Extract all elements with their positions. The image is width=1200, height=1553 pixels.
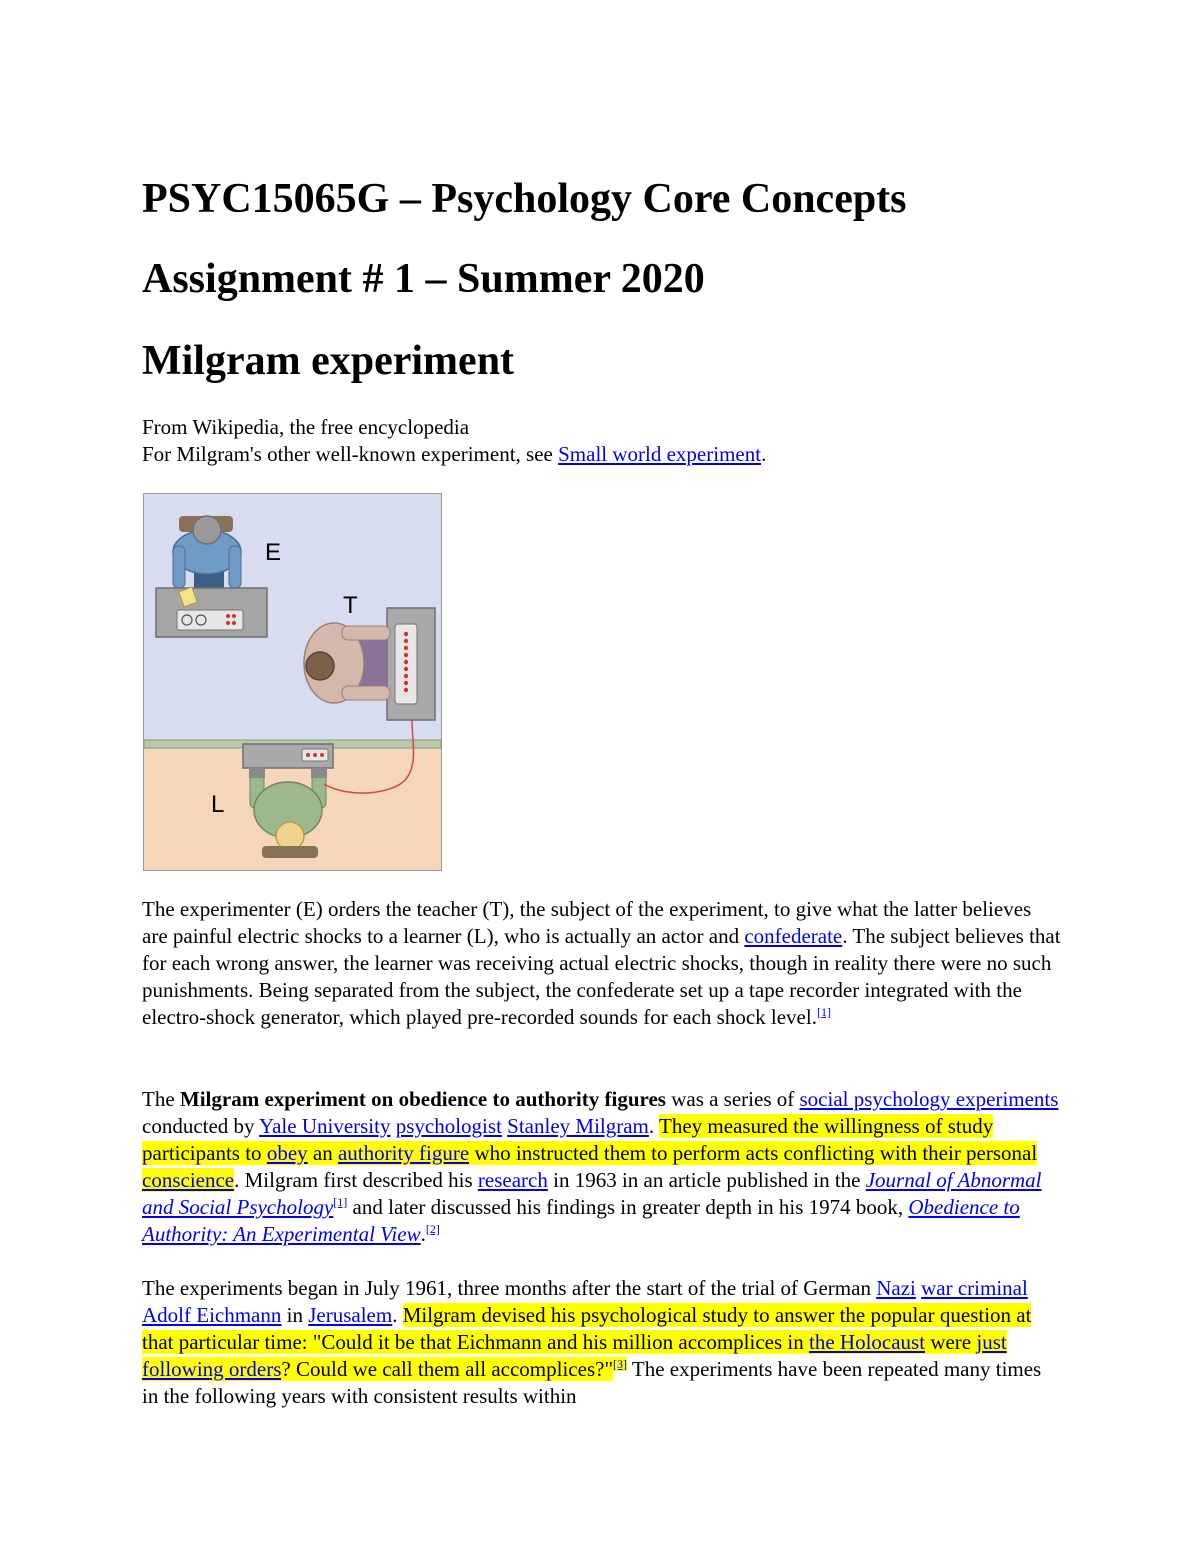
war-criminal-link[interactable]: war criminal [921,1276,1028,1300]
book-title: Obedience to Authority: An Experimental View [142,1195,1020,1246]
para2-text-1: The [142,1087,180,1111]
stanley-milgram-link[interactable]: Stanley Milgram [507,1114,649,1138]
assignment-title: Assignment # 1 – Summer 2020 [142,256,705,302]
para3-text-6: The experiments have been repeated many times in the following years with consistent results within [142,1357,1042,1408]
reference-2-link[interactable]: [2] [425,1222,440,1236]
para2-text-3: conducted by [142,1114,260,1138]
history-paragraph [142,1275,1062,1410]
experimenter-desk [156,587,267,637]
yale-university-link[interactable]: Yale University [259,1114,391,1138]
reference-3[interactable] [613,1357,627,1371]
para2-text-8: in 1963 in an article published in the [547,1168,866,1192]
hatnote-suffix: . [761,442,767,466]
reference-2[interactable] [426,1222,440,1236]
obey-link[interactable]: obey [266,1141,308,1165]
reference-1-link[interactable]: [1] [816,1005,831,1019]
caption-text-2: . The subject believes that for each wrong answer, the learner was receiving actual electric shocks, though in reality there were no such punishments. Being separated from the subject, the confederate set up a tape recorder integrated with the electro-shock generator, which played pre-recorded sounds for each shock level. [142,924,1061,1029]
para2-text-7: . Milgram first described his [234,1168,478,1192]
small-world-experiment-link[interactable]: Small world experiment [558,442,762,466]
experimenter-label: E [265,539,282,566]
para3-text-4: in [281,1303,309,1327]
nazi-link[interactable]: Nazi [876,1276,916,1300]
course-title: PSYC15065G – Psychology Core Concepts [142,176,907,222]
milgram-experiment-illustration [143,493,442,871]
para2-text-9: and later discussed his findings in greater depth in his 1974 book, [347,1195,909,1219]
social-psychology-experiments-link[interactable]: social psychology experiments [799,1087,1059,1111]
para3-text-5: . [392,1303,403,1327]
teacher-figure [304,623,390,703]
intro-paragraph [142,1086,1062,1248]
para2-text-6: . [648,1114,660,1138]
highlight-1a: They measured the willingness of study participants to [142,1114,994,1165]
highlight-1b: an [307,1141,338,1165]
learner-apparatus [243,744,333,768]
hatnote [142,441,1102,468]
highlight-2c: ? Could we call them all accomplices?" [281,1357,614,1381]
reference-1b-link[interactable]: [1] [333,1195,348,1209]
confederate-link[interactable]: confederate [744,924,843,948]
research-link[interactable]: research [477,1168,548,1192]
hatnote-prefix: For Milgram's other well-known experiment, see [142,442,559,466]
source-line: From Wikipedia, the free encyclopedia [142,415,470,439]
caption-text-1: The experimenter (E) orders the teacher (T), the subject of the experiment, to give what the latter believes are painful electric shocks to a learner (L), who is actually an actor and [142,897,1032,948]
experimenter-figure [173,516,241,592]
highlight-1c: who instructed them to perform acts conflicting with their personal [469,1141,1038,1165]
figure-caption [142,896,1062,1031]
following-orders-link[interactable]: just following orders [142,1330,1007,1381]
journal-title: Journal of Abnormal and Social Psychology [142,1168,1042,1219]
para2-text-2: was a series of [665,1087,800,1111]
article-title: Milgram experiment [142,338,515,384]
psychologist-link[interactable]: psychologist [395,1114,502,1138]
reference-1[interactable] [817,1005,831,1019]
learner-label: L [211,791,225,818]
highlight-2a: Milgram devised his psychological study to answer the popular question at that particular time: "Could it be that Eichmann and his million accomplices in [142,1303,1032,1354]
teacher-desk [387,608,435,720]
highlight-2b: were [925,1330,977,1354]
reference-3-link[interactable]: [3] [613,1357,628,1371]
bold-term: Milgram experiment on obedience to authority figures [179,1087,666,1111]
teacher-label: T [343,592,358,619]
jerusalem-link[interactable]: Jerusalem [308,1303,393,1327]
authority-figure-link[interactable]: authority figure [337,1141,470,1165]
holocaust-link[interactable]: the Holocaust [809,1330,926,1354]
para3-text-1: The experiments began in July 1961, three months after the start of the trial of German [142,1276,877,1300]
para2-text-10: . [420,1222,426,1246]
experiment-diagram [144,494,441,870]
article-meta [142,414,1102,468]
conscience-link[interactable]: conscience [142,1168,235,1192]
reference-1b[interactable] [333,1195,347,1209]
adolf-eichmann-link[interactable]: Adolf Eichmann [142,1303,282,1327]
